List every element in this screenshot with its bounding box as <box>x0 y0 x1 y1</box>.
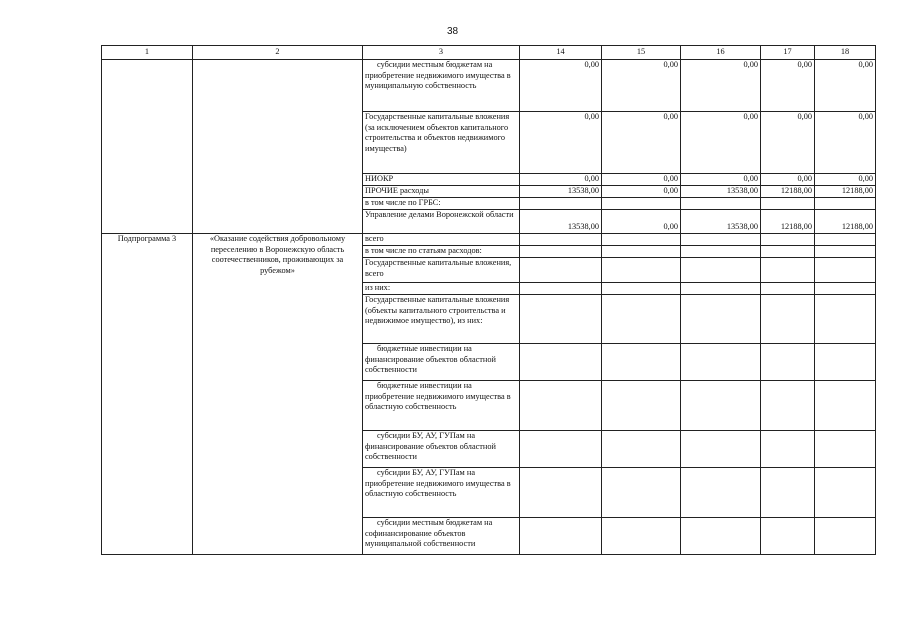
value-cell <box>681 295 761 344</box>
value-cell <box>602 468 681 518</box>
row-label: из них: <box>363 283 520 295</box>
value-cell: 13538,00 <box>681 210 761 234</box>
value-cell <box>681 234 761 246</box>
value-cell <box>602 344 681 381</box>
value-cell <box>520 295 602 344</box>
value-cell <box>815 234 876 246</box>
value-cell <box>602 283 681 295</box>
value-cell <box>681 258 761 283</box>
table-row <box>102 234 876 246</box>
value-cell <box>681 344 761 381</box>
header-col-17: 17 <box>761 46 815 60</box>
value-cell <box>815 283 876 295</box>
value-cell: 0,00 <box>681 112 761 174</box>
header-col-3: 3 <box>363 46 520 60</box>
value-cell <box>681 431 761 468</box>
value-cell: 0,00 <box>761 112 815 174</box>
value-cell: 0,00 <box>815 112 876 174</box>
value-cell <box>681 381 761 431</box>
value-cell <box>602 198 681 210</box>
header-col-18: 18 <box>815 46 876 60</box>
value-cell <box>761 344 815 381</box>
header-row <box>102 46 876 60</box>
page-number: 38 <box>446 26 459 37</box>
value-cell <box>520 468 602 518</box>
header-col-2: 2 <box>193 46 363 60</box>
row-label: в том числе по статьям расходов: <box>363 246 520 258</box>
value-cell <box>520 198 602 210</box>
value-cell <box>761 246 815 258</box>
row-label: субсидии БУ, АУ, ГУПам на финансирование объектов областной собственности <box>363 431 520 468</box>
value-cell <box>681 518 761 555</box>
value-cell <box>520 431 602 468</box>
value-cell <box>520 518 602 555</box>
value-cell: 0,00 <box>681 60 761 112</box>
subprogram-title: «Оказание содействия добровольному переселению в Воронежскую область соотечественников, проживающих за рубежом» <box>193 234 363 555</box>
value-cell <box>602 234 681 246</box>
value-cell: 13538,00 <box>520 186 602 198</box>
value-cell <box>602 518 681 555</box>
row-label: Государственные капитальные вложения, всего <box>363 258 520 283</box>
value-cell <box>761 234 815 246</box>
value-cell <box>815 431 876 468</box>
value-cell <box>520 246 602 258</box>
value-cell <box>815 295 876 344</box>
value-cell <box>761 258 815 283</box>
row-label: НИОКР <box>363 174 520 186</box>
value-cell <box>681 246 761 258</box>
value-cell <box>761 381 815 431</box>
value-cell: 12188,00 <box>815 210 876 234</box>
value-cell <box>681 198 761 210</box>
row-label: в том числе по ГРБС: <box>363 198 520 210</box>
row-label: всего <box>363 234 520 246</box>
row-label: Государственные капитальные вложения (за исключением объектов капитального строительства и объектов недвижимого имущества) <box>363 112 520 174</box>
value-cell: 0,00 <box>520 60 602 112</box>
row-label: Управление делами Воронежской области <box>363 210 520 234</box>
value-cell <box>815 258 876 283</box>
value-cell <box>761 468 815 518</box>
row-label: субсидии БУ, АУ, ГУПам на приобретение недвижимого имущества в областную собственность <box>363 468 520 518</box>
value-cell <box>602 381 681 431</box>
value-cell: 0,00 <box>761 174 815 186</box>
value-cell <box>815 468 876 518</box>
value-cell <box>681 468 761 518</box>
value-cell: 0,00 <box>602 210 681 234</box>
value-cell <box>815 518 876 555</box>
value-cell <box>761 431 815 468</box>
value-cell <box>815 246 876 258</box>
value-cell: 0,00 <box>602 174 681 186</box>
value-cell <box>761 518 815 555</box>
value-cell: 0,00 <box>602 60 681 112</box>
row-label: бюджетные инвестиции на приобретение недвижимого имущества в областную собственность <box>363 381 520 431</box>
value-cell <box>761 198 815 210</box>
value-cell: 0,00 <box>761 60 815 112</box>
value-cell <box>520 381 602 431</box>
value-cell <box>520 258 602 283</box>
value-cell <box>761 283 815 295</box>
cell-col-2 <box>193 60 363 234</box>
row-label: субсидии местным бюджетам на софинансирование объектов муниципальной собственности <box>363 518 520 555</box>
value-cell <box>815 198 876 210</box>
value-cell <box>602 258 681 283</box>
value-cell <box>815 381 876 431</box>
value-cell: 0,00 <box>520 112 602 174</box>
row-label: субсидии местным бюджетам на приобретение недвижимого имущества в муниципальную собственность <box>363 60 520 112</box>
value-cell <box>602 295 681 344</box>
value-cell <box>520 344 602 381</box>
value-cell: 0,00 <box>815 60 876 112</box>
subprogram-number: Подпрограмма 3 <box>102 234 193 555</box>
header-col-16: 16 <box>681 46 761 60</box>
value-cell: 12188,00 <box>815 186 876 198</box>
header-col-15: 15 <box>602 46 681 60</box>
value-cell: 0,00 <box>602 112 681 174</box>
cell-col-1 <box>102 60 193 234</box>
value-cell <box>520 283 602 295</box>
value-cell: 12188,00 <box>761 210 815 234</box>
value-cell: 0,00 <box>815 174 876 186</box>
value-cell <box>602 246 681 258</box>
value-cell <box>761 295 815 344</box>
value-cell: 13538,00 <box>681 186 761 198</box>
value-cell <box>602 431 681 468</box>
header-col-1: 1 <box>102 46 193 60</box>
row-label: Государственные капитальные вложения (объекты капитального строительства и недвижимое имущество), из них: <box>363 295 520 344</box>
header-col-14: 14 <box>520 46 602 60</box>
table-row <box>102 60 876 112</box>
value-cell <box>520 234 602 246</box>
value-cell: 0,00 <box>520 174 602 186</box>
budget-table <box>101 45 876 555</box>
value-cell <box>815 344 876 381</box>
value-cell: 13538,00 <box>520 210 602 234</box>
value-cell: 0,00 <box>602 186 681 198</box>
value-cell <box>681 283 761 295</box>
row-label: бюджетные инвестиции на финансирование объектов областной собственности <box>363 344 520 381</box>
row-label: ПРОЧИЕ расходы <box>363 186 520 198</box>
value-cell: 0,00 <box>681 174 761 186</box>
value-cell: 12188,00 <box>761 186 815 198</box>
